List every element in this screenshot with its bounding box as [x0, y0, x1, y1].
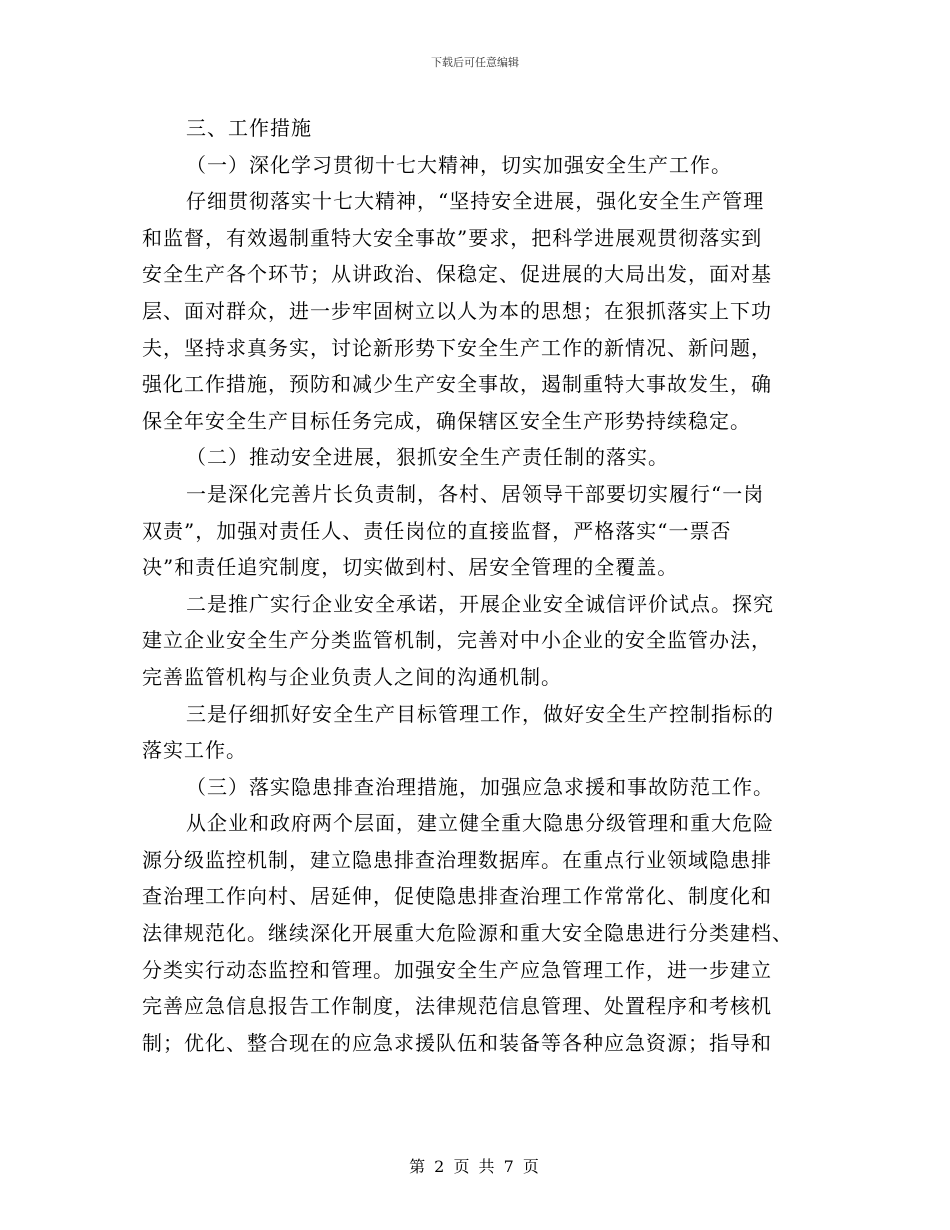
page-header: 下载后可任意编辑	[431, 56, 519, 69]
subsection-heading-1: （一）深化学习贯彻十七大精神，切实加强安全生产工作。	[186, 152, 732, 177]
paragraph-line: 落实工作。	[142, 738, 247, 763]
paragraph-line: 三是仔细抓好安全生产目标管理工作，做好安全生产控制指标的	[186, 701, 774, 726]
paragraph-line: 安全生产各个环节；从讲政治、保稳定、促进展的大局出发，面对基	[142, 262, 772, 287]
paragraph-line: 夫，坚持求真务实，讨论新形势下安全生产工作的新情况、新问题，	[142, 335, 772, 360]
subsection-heading-3: （三）落实隐患排查治理措施，加强应急求援和事故防范工作。	[186, 774, 774, 799]
paragraph-line: 一是深化完善片长负责制，各村、居领导干部要切实履行“一岗	[186, 481, 765, 506]
paragraph-line: 强化工作措施，预防和减少生产安全事故，遏制重特大事故发生，确	[142, 372, 772, 397]
page-number: 第 2 页 共 7 页	[409, 1157, 541, 1176]
paragraph-line: 源分级监控机制，建立隐患排查治理数据库。在重点行业领域隐患排	[142, 847, 772, 872]
paragraph-line: 层、面对群众，进一步牢固树立以人为本的思想；在狠抓落实上下功	[142, 298, 772, 323]
paragraph-line: 保全年安全生产目标任务完成，确保辖区安全生产形势持续稳定。	[142, 408, 751, 433]
paragraph-line: 完善监管机构与企业负责人之间的沟通机制。	[142, 664, 562, 689]
paragraph-line: 从企业和政府两个层面，建立健全重大隐患分级管理和重大危险	[186, 811, 774, 836]
subsection-heading-2: （二）推动安全进展，狠抓安全生产责任制的落实。	[186, 445, 669, 470]
paragraph-line: 制；优化、整合现在的应急求援队伍和装备等各种应急资源；指导和	[142, 1030, 772, 1055]
paragraph-line: 双责”，加强对责任人、责任岗位的直接监督，严格落实“一票否	[142, 518, 732, 543]
paragraph-line: 建立企业安全生产分类监管机制，完善对中小企业的安全监管办法，	[142, 628, 772, 653]
section-heading: 三、工作措施	[186, 116, 312, 140]
document-body	[142, 110, 794, 1061]
paragraph-line: 决”和责任追究制度，切实做到村、居安全管理的全覆盖。	[142, 555, 679, 580]
paragraph-line: 分类实行动态监控和管理。加强安全生产应急管理工作，进一步建立	[142, 957, 772, 982]
paragraph-line: 仔细贯彻落实十七大精神，“坚持安全进展，强化安全生产管理	[186, 189, 765, 214]
paragraph-line: 二是推广实行企业安全承诺，开展企业安全诚信评价试点。探究	[186, 591, 774, 616]
paragraph-line: 法律规范化。继续深化开展重大危险源和重大安全隐患进行分类建档、	[142, 921, 793, 946]
paragraph-line: 完善应急信息报告工作制度，法律规范信息管理、处置程序和考核机	[142, 994, 772, 1019]
paragraph-line: 和监督，有效遏制重特大安全事故”要求，把科学进展观贯彻落实到	[142, 225, 763, 250]
paragraph-line: 查治理工作向村、居延伸，促使隐患排查治理工作常常化、制度化和	[142, 884, 772, 909]
